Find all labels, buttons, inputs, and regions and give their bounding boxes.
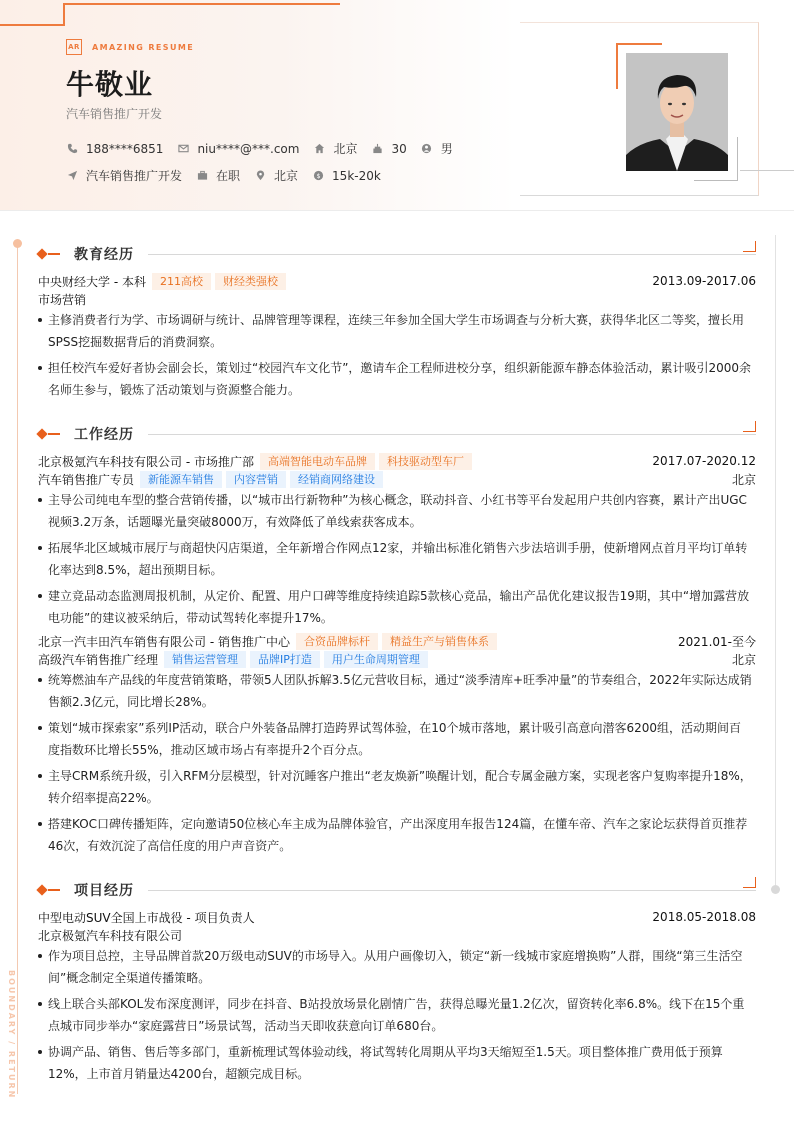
gender-icon bbox=[421, 143, 433, 155]
candidate-name: 牛敬业 bbox=[66, 68, 154, 101]
project-section-title bbox=[36, 880, 756, 900]
work-section-title bbox=[36, 424, 756, 444]
work-date: 2017.07-2020.12 bbox=[652, 454, 756, 468]
company-tag: 科技驱动型车厂 bbox=[379, 453, 472, 470]
gender-text: 男 bbox=[440, 142, 453, 156]
work-city: 北京 bbox=[731, 472, 756, 487]
project-date: 2018.05-2018.08 bbox=[652, 910, 756, 924]
work-entry-head bbox=[38, 452, 756, 470]
city-text: 北京 bbox=[333, 142, 358, 156]
company-tag: 高端智能电动车品牌 bbox=[260, 453, 375, 470]
education-entry-head bbox=[38, 272, 756, 290]
side-vertical-text: BOUNDARY / RETURN bbox=[7, 970, 16, 1100]
bullet-item: 拓展华北区域城市展厅与商超快闪店渠道，全年新增合作网点12家，并输出标准化销售六步法培训手册，使新增网点首月平均订单转化率达到8.5%，超出预期目标。 bbox=[38, 537, 752, 581]
section-corner bbox=[743, 421, 756, 432]
intent-position-info bbox=[66, 167, 182, 184]
bullet-item: 建立竞品动态监测周报机制，从定价、配置、用户口碑等维度持续追踪5款核心竞品，输出产品优化建议报告19期，其中“增加露营放电功能”的建议被采纳后，带动试驾转化率提升17%。 bbox=[38, 585, 752, 629]
education-major-row bbox=[38, 290, 756, 308]
job-intent-row bbox=[66, 167, 395, 184]
briefcase-icon bbox=[196, 170, 208, 182]
bullet-item: 线上联合头部KOL发布深度测评，同步在抖音、B站投放场景化剧情广告，获得总曝光量1.2亿次，留资转化率6.8%。线下在15个重点城市同步举办“家庭露营日”场景试驾，活动当天即收获意向订单680台。 bbox=[38, 993, 752, 1037]
section-dash bbox=[48, 889, 60, 891]
section-rule bbox=[148, 434, 756, 435]
company-name: 北京极氪汽车科技有限公司 - 市场推广部 bbox=[38, 454, 254, 469]
section-rule bbox=[148, 890, 756, 891]
salary-icon bbox=[312, 170, 324, 182]
bullet-item: 协调产品、销售、售后等多部门，重新梳理试驾体验动线，将试驾转化周期从平均3天缩短至1.5天。项目整体推广费用低于预算12%，上市首月销量达4200台，超额完成目标。 bbox=[38, 1041, 752, 1085]
role-tag: 内容营销 bbox=[226, 471, 286, 488]
section-corner bbox=[743, 877, 756, 888]
bullet-item: 主修消费者行为学、市场调研与统计、品牌管理等课程，连续三年参加全国大学生市场调查与分析大赛，获得华北区二等奖，擅长用SPSS挖掘数据背后的消费洞察。 bbox=[38, 309, 752, 353]
work-bullets bbox=[38, 489, 752, 633]
mail-icon bbox=[177, 143, 189, 155]
bullet-item: 作为项目总控，主导品牌首款20万级电动SUV的市场导入。从用户画像切入，锁定“新一线城市家庭增换购”人群，围绕“第三生活空间”概念制定全渠道传播策略。 bbox=[38, 945, 752, 989]
send-icon bbox=[66, 170, 78, 182]
header-accent-line bbox=[63, 3, 65, 26]
cake-icon bbox=[371, 143, 383, 155]
phone-icon bbox=[66, 143, 78, 155]
location-icon bbox=[254, 170, 266, 182]
bullet-item: 主导CRM系统升级，引入RFM分层模型，针对沉睡客户推出“老友焕新”唤醒计划，配合专属金融方案，实现老客户复购率提升18%，转介绍率提高22%。 bbox=[38, 765, 752, 809]
timeline-dot bbox=[13, 239, 22, 248]
header-accent-line bbox=[63, 3, 340, 5]
bullet-item: 策划“城市探索家”系列IP活动，联合户外装备品牌打造跨界试驾体验，在10个城市落地，累计吸引高意向潜客6200组，活动期间百度指数环比增长55%，推动区域市场占有率提升2个百分点。 bbox=[38, 717, 752, 761]
work-city: 北京 bbox=[731, 652, 756, 667]
section-label: 教育经历 bbox=[74, 247, 134, 263]
company-tag: 合资品牌标杆 bbox=[296, 633, 378, 650]
bullet-item: 主导公司纯电车型的整合营销传播，以“城市出行新物种”为核心概念，联动抖音、小红书等平台发起用户共创内容赛，累计产出UGC视频3.2万条，话题曝光量突破8000万，有效降低了单线索获客成本。 bbox=[38, 489, 752, 533]
work-city-info bbox=[254, 167, 298, 184]
photo-line-decoration bbox=[740, 170, 794, 171]
company-name: 北京一汽丰田汽车销售有限公司 - 销售推广中心 bbox=[38, 634, 290, 649]
email-text: niu****@***.com bbox=[197, 141, 300, 156]
city-info bbox=[313, 140, 357, 157]
section-diamond-icon bbox=[36, 428, 47, 439]
gender-info bbox=[421, 140, 453, 157]
school-tag: 财经类强校 bbox=[215, 273, 286, 290]
age-info bbox=[371, 142, 406, 156]
svg-text:$: $ bbox=[316, 171, 321, 180]
company-tag: 精益生产与销售体系 bbox=[382, 633, 497, 650]
candidate-title: 汽车销售推广开发 bbox=[66, 107, 163, 121]
section-rule bbox=[148, 254, 756, 255]
right-dot bbox=[771, 885, 780, 894]
ar-badge: AR bbox=[66, 39, 82, 55]
section-dash bbox=[48, 433, 60, 435]
brand-tagline: AMAZING RESUME bbox=[92, 42, 195, 52]
bullet-item: 搭建KOC口碑传播矩阵，定向邀请50位核心车主成为品牌体验官，产出深度用车报告124篇，在懂车帝、汽车之家论坛获得首页推荐46次，有效沉淀了高信任度的用户声音资产。 bbox=[38, 813, 752, 857]
home-icon bbox=[313, 143, 325, 155]
project-entry-head bbox=[38, 908, 756, 926]
intent-position-text: 汽车销售推广开发 bbox=[86, 169, 183, 183]
age-text: 30 bbox=[391, 141, 407, 156]
work-city-text: 北京 bbox=[274, 169, 299, 183]
role-name: 高级汽车销售推广经理 bbox=[38, 652, 159, 667]
project-bullets bbox=[38, 945, 752, 1089]
section-label: 项目经历 bbox=[74, 883, 134, 899]
work-date: 2021.01-至今 bbox=[678, 634, 756, 649]
salary-info bbox=[312, 169, 381, 183]
work-role-row bbox=[38, 470, 756, 488]
project-name: 中型电动SUV全国上市战役 - 项目负责人 bbox=[38, 910, 255, 925]
role-name: 汽车销售推广专员 bbox=[38, 472, 135, 487]
role-tag: 品牌IP打造 bbox=[250, 651, 320, 668]
role-tag: 新能源车销售 bbox=[140, 471, 222, 488]
section-diamond-icon bbox=[36, 248, 47, 259]
phone-text: 188****6851 bbox=[86, 141, 164, 156]
header-accent-line bbox=[0, 24, 64, 26]
project-company: 北京极氪汽车科技有限公司 bbox=[38, 928, 183, 943]
role-tag: 经销商网络建设 bbox=[290, 471, 383, 488]
role-tag: 用户生命周期管理 bbox=[324, 651, 428, 668]
email-info bbox=[177, 142, 299, 156]
bullet-item: 担任校汽车爱好者协会副会长，策划过“校园汽车文化节”，邀请车企工程师进校分享，组织新能源车静态体验活动，累计吸引2000余名师生参与，锻炼了活动策划与资源整合能力。 bbox=[38, 357, 752, 401]
work-entry-head bbox=[38, 632, 756, 650]
education-date: 2013.09-2017.06 bbox=[652, 274, 756, 288]
project-company-row bbox=[38, 926, 756, 944]
brand-row bbox=[66, 39, 194, 55]
status-text: 在职 bbox=[216, 169, 241, 183]
photo-corner-decoration bbox=[694, 137, 738, 181]
bullet-item: 统筹燃油车产品线的年度营销策略，带领5人团队拆解3.5亿元营收目标，通过“淡季清库+旺季冲量”的节奏组合，2022年实际达成销售额2.3亿元，同比增长28%。 bbox=[38, 669, 752, 713]
work-role-row bbox=[38, 650, 756, 668]
phone-info bbox=[66, 142, 163, 156]
education-bullets bbox=[38, 309, 752, 405]
section-diamond-icon bbox=[36, 884, 47, 895]
school-tag: 211高校 bbox=[152, 273, 211, 290]
salary-text: 15k-20k bbox=[332, 168, 381, 183]
school-name: 中央财经大学 - 本科 bbox=[38, 274, 146, 289]
contact-row bbox=[66, 140, 467, 157]
timeline-line bbox=[17, 244, 18, 1094]
work-bullets bbox=[38, 669, 752, 861]
status-info bbox=[196, 167, 240, 184]
section-corner bbox=[743, 241, 756, 252]
role-tag: 销售运营管理 bbox=[164, 651, 246, 668]
right-rule bbox=[775, 235, 776, 890]
section-label: 工作经历 bbox=[74, 427, 134, 443]
major-name: 市场营销 bbox=[38, 292, 87, 307]
education-section-title bbox=[36, 244, 756, 264]
resume-header bbox=[0, 0, 794, 211]
section-dash bbox=[48, 253, 60, 255]
